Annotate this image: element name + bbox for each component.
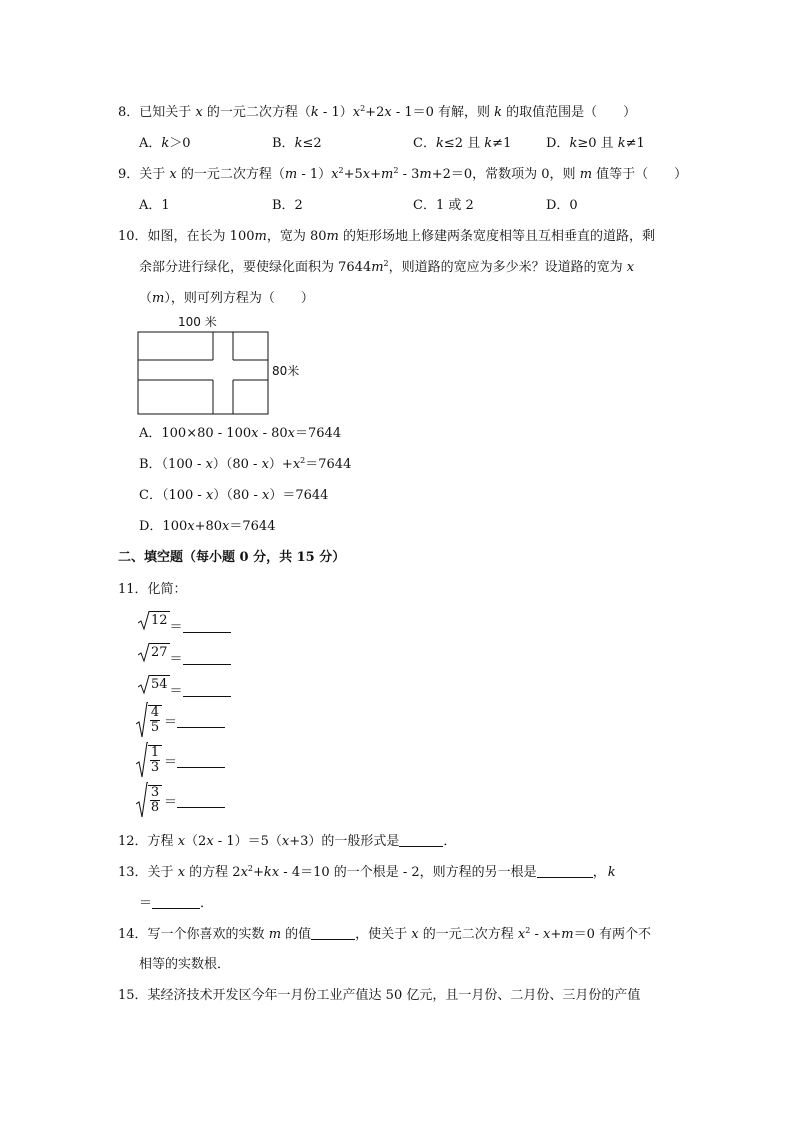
option-b[interactable]: B．k≤2 [272,136,322,151]
option-c[interactable]: C．1 或 2 [413,198,474,213]
question-15-line-1: 15．某经济技术开发区今年一月份工业产值达 50 亿元，且一月份、二月份、三月份的产值 [118,988,641,1003]
sqrt-fraction-item-3: $\frac{3}{8}$ ＝ [136,782,225,818]
question-number: 10． [118,229,148,244]
answer-blank[interactable] [177,753,225,768]
sqrt-item-1: 12 ＝ [138,611,231,635]
question-8: 8．已知关于 x 的一元二次方程$(k - 1)x^2+2x - 1=0$ 有解，则 k 的取值范围是（ ） [118,104,637,120]
sqrt-item-2: 27 ＝ [138,643,231,667]
option-b[interactable]: B．2 [272,198,303,213]
option-d[interactable]: D．0 [546,198,578,213]
option-d[interactable]: D．k≥0 且 k≠1 [546,136,645,151]
question-10-line-3: （m），则可列方程为（ ） [139,291,314,306]
question-number: 12． [118,834,148,849]
option-c[interactable]: C．k≤2 且 k≠1 [413,136,512,151]
radical-sign-icon [138,643,150,663]
option-a[interactable]: A．100×80 - 100x - 80x＝7644 [139,426,342,441]
question-12: 12．方程 x（2x - 1）＝5（x+3）的一般形式是 ． [118,834,457,849]
question-number: 13． [118,865,148,880]
outer-rectangle [138,332,268,414]
answer-blank[interactable] [152,894,200,909]
answer-blank[interactable] [177,713,225,728]
question-9: 9．关于 x 的一元二次方程$(m - 1)x^2+5x+m^2 - 3m+2=0$，常数项为 0，则 m 值等于（ ） [118,166,688,182]
sqrt-item-3: 54 ＝ [138,675,231,699]
figure-side-label: 80米 [272,364,300,378]
sqrt-fraction-item-1: $\frac{4}{5}$ ＝ [136,702,225,738]
radical-sign-icon [136,742,148,778]
section-heading: 二、填空题（每小题 0 分，共 15 分） [118,550,346,565]
question-number: 11． [118,582,148,597]
answer-blank[interactable] [183,618,231,633]
question-11: 11．化简： [118,582,187,597]
answer-blank[interactable] [183,682,231,697]
answer-blank[interactable] [399,832,443,847]
option-d[interactable]: D．100x+80x＝7644 [139,519,276,534]
radical-sign-icon [138,675,150,695]
question-number: 14． [118,927,148,942]
figure-top-label: 100 米 [178,315,217,329]
question-13-line-2: ＝ ． [139,896,214,911]
radical-sign-icon [136,782,148,818]
radical-sign-icon [136,702,148,738]
sqrt-fraction-item-2: $\frac{1}{3}$ ＝ [136,742,225,778]
answer-blank[interactable] [177,793,225,808]
question-10-line-2: 余部分进行绿化，要使绿化面积为 $7644m^2$，则道路的宽应为多少米？设道路的宽为 x [139,259,635,275]
question-14-line-1: 14．写一个你喜欢的实数 m 的值 ，使关于 x 的一元二次方程 $x^2 - x+m=0$ 有两个不 [118,926,651,942]
question-14-line-2: 相等的实数根． [139,957,231,972]
question-10-line-1: 10．如图，在长为 100m，宽为 80m 的矩形场地上修建两条宽度相等且互相垂直的道路，剩 [118,229,655,244]
question-number: 8． [118,105,140,120]
road-diagram [137,331,271,417]
radical-sign-icon [138,611,150,631]
option-c[interactable]: C．（100 - x）（80 - x）＝7644 [139,488,329,503]
option-b[interactable]: B．$(100 - x)(80 - x)+x^2=7644$ [139,456,352,472]
answer-blank[interactable] [537,863,593,878]
question-number: 9． [118,167,140,182]
option-a[interactable]: A．k＞0 [139,136,191,151]
question-number: 15． [118,988,148,1003]
answer-blank[interactable] [311,925,355,940]
question-13-line-1: 13．关于 x 的方程 $2x^2+kx - 4=10$ 的一个根是 - 2，则方程的另一根是 ， k [118,864,616,880]
answer-blank[interactable] [183,650,231,665]
option-a[interactable]: A．1 [139,198,170,213]
